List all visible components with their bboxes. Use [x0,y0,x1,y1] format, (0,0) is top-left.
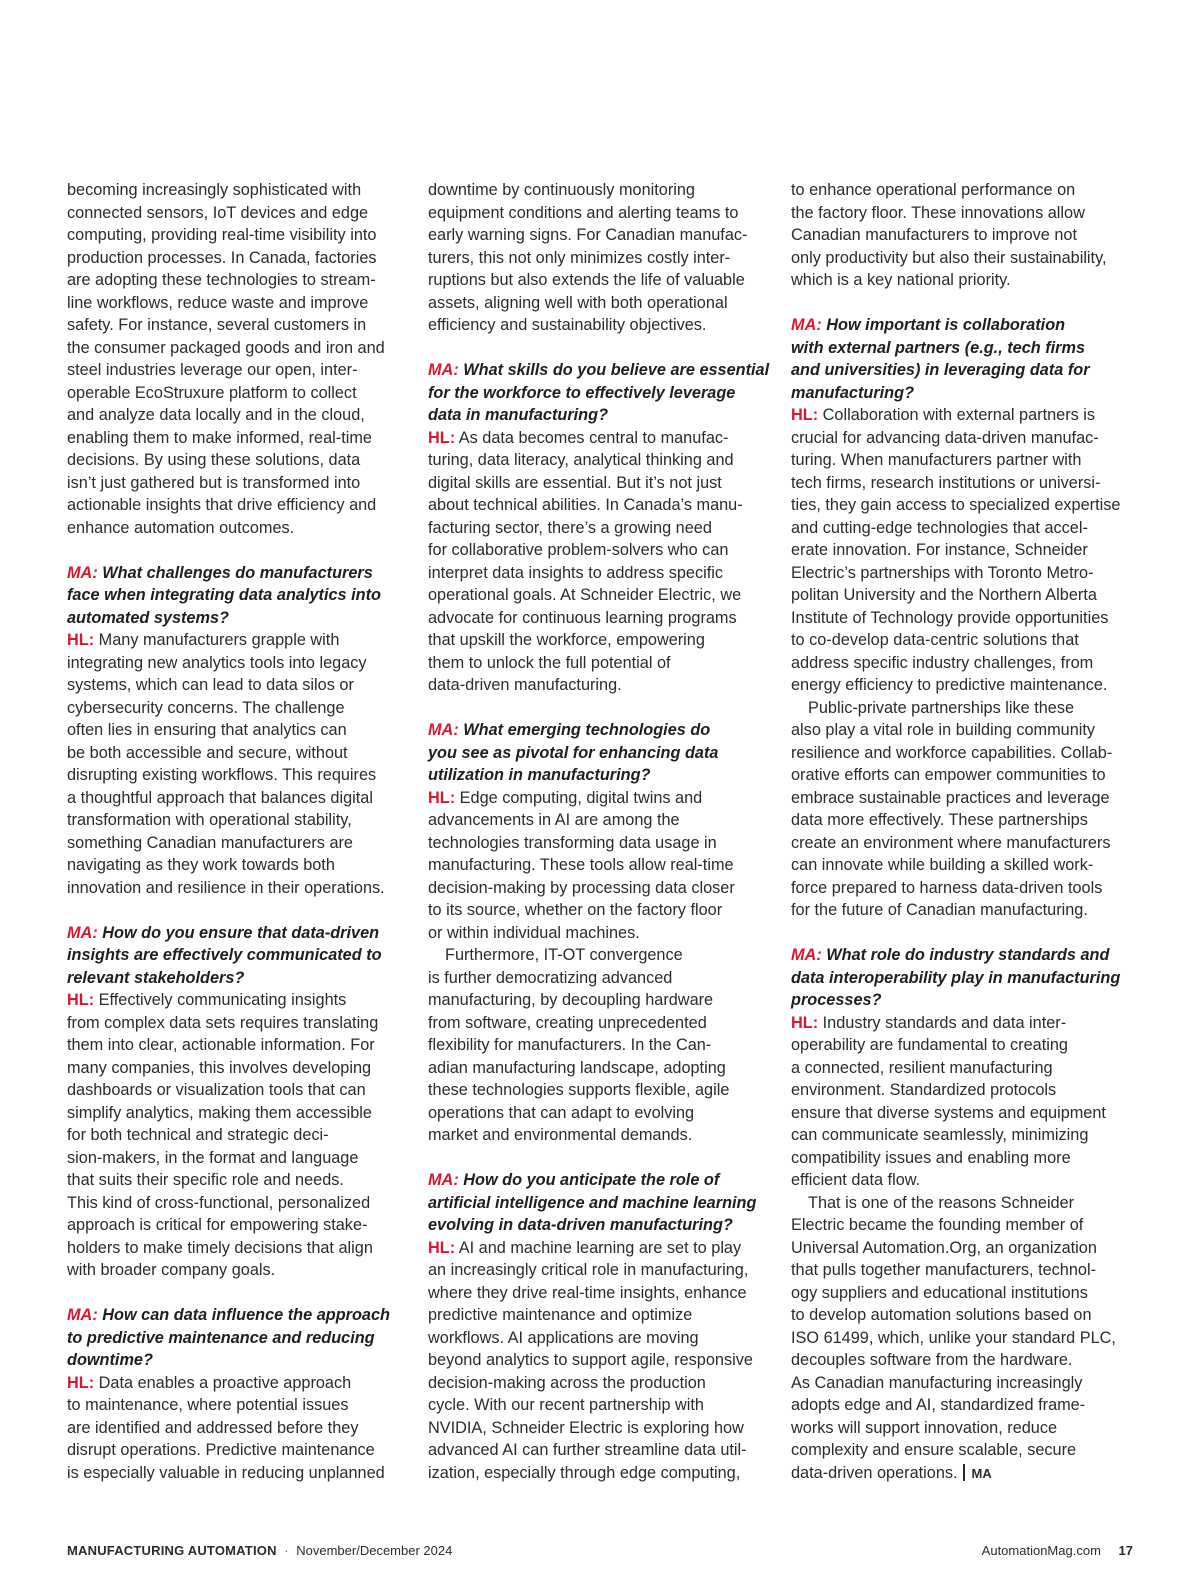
article-column-2 [428,179,773,1484]
text-line: line workflows, reduce waste and improve [67,293,369,312]
text-line: operable EcoStruxure platform to collect [67,383,357,402]
interviewee-label: HL: [791,1013,819,1032]
text-line: embrace sustainable practices and leverage [791,788,1110,807]
text-line: to enhance operational performance on [791,181,1076,199]
text-line: digital skills are essential. But it’s not just [428,473,722,492]
interviewee-label: HL: [428,428,456,447]
text-line: to its source, whether on the factory floor [428,901,723,919]
text-line: and analyze data locally and in the cloud, [67,406,365,424]
interviewer-label: MA: [428,721,459,739]
text-line: with broader company goals. [67,1261,276,1279]
question-line: evolving in data-driven manufacturing? [428,1216,733,1234]
text-line: something Canadian manufacturers are [67,833,353,852]
text-line: advocate for continuous learning programs [428,608,737,627]
text-line: complexity and ensure scalable, secure [791,1441,1077,1459]
website-link[interactable]: AutomationMag.com [981,1543,1101,1558]
answer-text: Data enables a proactive approach [98,1373,352,1392]
question-text: How can data influence the approach [102,1306,390,1324]
question-line: utilization in manufacturing? [428,766,651,784]
text-line: manufacturing. These tools allow real-time [428,856,734,874]
paragraph-gap [67,539,412,562]
footer-right [982,1543,1133,1558]
text-line: to maintenance, where potential issues [67,1396,349,1414]
text-line: the factory floor. These innovations allow [791,203,1085,222]
question-line: for the workforce to effectively leverage [428,383,736,402]
question-text: What role do industry standards and [826,946,1110,964]
text-line: politan University and the Northern Alberta [791,586,1097,604]
answer-text: Edge computing, digital twins and [459,788,703,807]
text-line: Furthermore, IT-OT convergence [445,946,683,964]
text-line: which is a key national priority. [791,271,1011,289]
text-line: orative efforts can empower communities to [791,766,1106,784]
question-text: How important is collaboration [826,316,1066,334]
text-line: decouples software from the hardware. [791,1351,1073,1369]
text-line: environment. Standardized protocols [791,1081,1057,1099]
text-line: early warning signs. For Canadian manufac- [428,226,748,244]
text-line: Electric’s partnerships with Toronto Metro- [791,563,1094,582]
paragraph-gap [791,922,1133,945]
text-line: ruptions but also extends the life of valuable [428,271,745,289]
question-text: How do you anticipate the role of [463,1171,720,1189]
text-line: many companies, this involves developing [67,1058,372,1077]
question-line: artificial intelligence and machine learning [428,1193,757,1212]
interviewee-label: HL: [67,1373,95,1392]
answer-line [791,404,1133,427]
text-line: to develop automation solutions based on [791,1306,1092,1324]
text-line: a connected, resilient manufacturing [791,1058,1053,1077]
text-line: force prepared to harness data-driven tools [791,878,1103,897]
text-line: energy efficiency to predictive maintenance. [791,676,1108,694]
interviewee-label: HL: [791,406,819,424]
interviewee-label: HL: [428,1238,456,1257]
text-line: that upskill the workforce, empowering [428,631,705,649]
question-line: downtime? [67,1351,153,1369]
text-line: workflows. AI applications are moving [428,1328,699,1347]
text-line: cybersecurity concerns. The challenge [67,698,345,717]
text-line: is further democratizing advanced [428,968,673,987]
text-line: address specific industry challenges, from [791,653,1094,672]
text-line: to co-develop data-centric solutions that [791,631,1079,649]
text-line: ization, especially through edge computing, [428,1463,741,1482]
text-line: crucial for advancing data-driven manufac- [791,428,1099,447]
text-line: enabling them to make informed, real-time [67,428,372,447]
text-line [791,1462,1133,1485]
text-line: data more effectively. These partnerships [791,811,1088,829]
text-line: assets, aligning well with both operational [428,293,728,312]
question-line: relevant stakeholders? [67,968,245,987]
text-line: data-driven manufacturing. [428,676,622,694]
question-line: to predictive maintenance and reducing [67,1328,375,1347]
text-line: these technologies supports flexible, agile [428,1081,730,1099]
text-line: often lies in ensuring that analytics can [67,721,347,739]
text-line: tech firms, research institutions or universi- [791,473,1101,492]
question-line: and universities) in leveraging data for [791,361,1090,379]
answer-text: Many manufacturers grapple with [98,631,340,649]
text-line: resilience and workforce capabilities. Collab- [791,743,1113,762]
text-line: for the future of Canadian manufacturing. [791,901,1088,919]
interviewee-label: HL: [428,788,456,807]
question-line: manufacturing? [791,383,915,402]
question-line: with external partners (e.g., tech firms [791,338,1086,357]
answer-text: As data becomes central to manufac- [458,428,729,447]
text-line: can innovate while building a skilled work- [791,856,1094,874]
text-line: Canadian manufacturers to improve not [791,226,1077,244]
text-line: operations that can adapt to evolving [428,1103,695,1122]
interviewee-label: HL: [67,991,95,1009]
text-line: disrupt operations. Predictive maintenance [67,1441,375,1459]
interviewer-label: MA: [428,361,459,379]
interviewer-label: MA: [428,1171,459,1189]
interviewer-label: MA: [67,923,98,942]
text-line: actionable insights that drive efficiency and [67,496,377,514]
article-column-3 [791,179,1133,1484]
text-line: from complex data sets requires translating [67,1013,379,1032]
text-line: ensure that diverse systems and equipment [791,1103,1106,1122]
text-line: technologies transforming data usage in [428,833,717,852]
text-line: downtime by continuously monitoring [428,181,695,199]
footer-separator: · [284,1543,289,1558]
paragraph-gap [791,292,1133,315]
answer-line [67,989,412,1012]
text-line: manufacturing, by decoupling hardware [428,991,714,1009]
text-line: turing. When manufacturers partner with [791,451,1082,469]
text-line: computing, providing real-time visibility into [67,226,377,244]
text-line: safety. For instance, several customers in [67,316,367,334]
question-text: What emerging technologies do [463,721,711,739]
text-line: decision-making across the production [428,1373,706,1392]
text-line: the consumer packaged goods and iron and [67,338,385,357]
text-line: also play a vital role in building community [791,721,1096,739]
text-line: disrupting existing workflows. This requires [67,766,377,784]
answer-line [67,1372,412,1395]
text-line: That is one of the reasons Schneider [808,1193,1075,1212]
text-line: navigating as they work towards both [67,856,335,874]
text-line: from software, creating unprecedented [428,1013,707,1032]
text-line: ISO 61499, which, unlike your standard PLC, [791,1328,1116,1347]
text-line: NVIDIA, Schneider Electric is exploring how [428,1418,744,1437]
footer-left [67,1543,452,1558]
text-line: ogy suppliers and educational institutions [791,1283,1088,1302]
answer-line [428,427,773,450]
answer-text: Effectively communicating insights [98,991,347,1009]
text-line: flexibility for manufacturers. In the Can- [428,1036,712,1054]
text-line: compatibility issues and enabling more [791,1148,1071,1167]
text-line: advanced AI can further streamline data util- [428,1441,747,1459]
end-mark-label: MA [971,1465,992,1481]
answer-line [67,629,412,652]
text-line: Public-private partnerships like these [808,698,1075,717]
text-line: adopts edge and AI, standardized frame- [791,1396,1086,1414]
text-line: Electric became the founding member of [791,1216,1084,1234]
text-line: enhance automation outcomes. [67,518,295,537]
text-line: transformation with operational stability, [67,811,352,829]
question-line [67,562,412,585]
text-line: for both technical and strategic deci- [67,1126,329,1144]
text-line: decision-making by processing data closer [428,878,735,897]
interviewer-label: MA: [791,316,822,334]
text-line: be both accessible and secure, without [67,743,348,762]
text-line: innovation and resilience in their operations. [67,878,385,897]
text-line: sion-makers, in the format and language [67,1148,359,1167]
text-line: works will support innovation, reduce [791,1418,1058,1437]
text-line: or within individual machines. [428,923,640,942]
text-line: As Canadian manufacturing increasingly [791,1373,1083,1392]
text-line: isn’t just gathered but is transformed into [67,473,361,492]
text-line: predictive maintenance and optimize [428,1306,693,1324]
paragraph-gap [428,697,773,720]
answer-line [428,787,773,810]
text-line: turers, this not only minimizes costly inter- [428,248,731,267]
text-line: integrating new analytics tools into legacy [67,653,367,672]
question-line [67,1304,412,1327]
issue-date: November/December 2024 [296,1543,453,1558]
text-line: efficiency and sustainability objectives. [428,316,707,334]
text-line: are identified and addressed before they [67,1418,359,1437]
interviewee-label: HL: [67,631,95,649]
paragraph-gap [67,899,412,922]
question-text: What skills do you believe are essential [463,361,770,379]
question-line: insights are effectively communicated to [67,946,382,964]
text-line: simplify analytics, making them accessible [67,1103,372,1122]
question-line: data in manufacturing? [428,406,609,424]
paragraph-gap [428,1147,773,1170]
question-line [67,922,412,945]
interviewer-label: MA: [791,946,822,964]
question-line: you see as pivotal for enhancing data [428,743,719,762]
text-line: dashboards or visualization tools that can [67,1081,366,1099]
answer-line [428,1237,773,1260]
text-line: holders to make timely decisions that align [67,1238,373,1257]
text-line: advancements in AI are among the [428,811,680,829]
text-line: systems, which can lead to data silos or [67,676,354,694]
text-line: equipment conditions and alerting teams to [428,203,739,222]
question-line: face when integrating data analytics into [67,586,381,604]
text-line: becoming increasingly sophisticated with [67,181,362,199]
text-line: and cutting-edge technologies that accel- [791,518,1088,537]
text-line: beyond analytics to support agile, responsive [428,1351,753,1369]
text-line: that suits their specific role and needs. [67,1171,344,1189]
question-line [428,1169,773,1192]
text-line: interpret data insights to address specific [428,563,724,582]
text-line: Institute of Technology provide opportunities [791,608,1109,627]
text-line: production processes. In Canada, factories [67,248,377,267]
question-line: processes? [791,991,882,1009]
text-line: efficient data flow. [791,1171,921,1189]
answer-text: Industry standards and data inter- [822,1013,1067,1032]
question-text: What challenges do manufacturers [102,563,373,582]
text-line: erate innovation. For instance, Schneider [791,541,1088,559]
text-line: turing, data literacy, analytical thinking and [428,451,734,469]
text-line: that pulls together manufacturers, technol- [791,1261,1096,1279]
text-line: Universal Automation.Org, an organization [791,1238,1097,1257]
text-line: cycle. With our recent partnership with [428,1396,704,1414]
question-text: How do you ensure that data-driven [102,923,380,942]
interviewer-label: MA: [67,1306,98,1324]
text-line: about technical abilities. In Canada’s manu- [428,496,743,514]
page-footer [67,1543,1133,1561]
text-line: them to unlock the full potential of [428,653,671,672]
text-line: where they drive real-time insights, enhance [428,1283,747,1302]
text-line: operability are fundamental to creating [791,1036,1068,1054]
question-line: automated systems? [67,608,229,627]
answer-text: AI and machine learning are set to play [458,1238,742,1257]
text-line: adian manufacturing landscape, adopting [428,1058,726,1077]
interviewer-label: MA: [67,563,98,582]
text-line: can communicate seamlessly, minimizing [791,1126,1089,1144]
magazine-name: MANUFACTURING AUTOMATION [67,1543,277,1558]
text-line: an increasingly critical role in manufacturing, [428,1261,749,1279]
text-line: is especially valuable in reducing unplanned [67,1463,385,1482]
question-line [791,944,1133,967]
article-column-1 [67,179,412,1484]
question-line [428,359,773,382]
page-number: 17 [1118,1543,1133,1558]
end-mark-bar [963,1464,965,1481]
text-line: only productivity but also their sustainability, [791,248,1107,267]
text-line: for collaborative problem-solvers who can [428,541,729,559]
question-line [791,314,1133,337]
text-line: This kind of cross-functional, personalized [67,1193,371,1212]
answer-text: Collaboration with external partners is [822,406,1096,424]
text-line: decisions. By using these solutions, data [67,451,361,469]
text-line: facturing sector, there’s a growing need [428,518,712,537]
text-line: steel industries leverage our open, inter- [67,361,358,379]
paragraph-gap [67,1282,412,1305]
text-line: market and environmental demands. [428,1126,693,1144]
text-line: approach is critical for empowering stake- [67,1216,368,1234]
text-line: are adopting these technologies to stream- [67,271,376,289]
question-line [428,719,773,742]
text-line: operational goals. At Schneider Electric, we [428,586,742,604]
text-line: a thoughtful approach that balances digital [67,788,373,807]
text-line: them into clear, actionable information. For [67,1036,375,1054]
paragraph-gap [428,337,773,360]
closing-text: data-driven operations. [791,1463,958,1482]
text-line: create an environment where manufacturers [791,833,1111,852]
text-line: connected sensors, IoT devices and edge [67,203,369,222]
answer-line [791,1012,1133,1035]
question-line: data interoperability play in manufacturing [791,968,1121,987]
text-line: ties, they gain access to specialized expertise [791,496,1121,514]
